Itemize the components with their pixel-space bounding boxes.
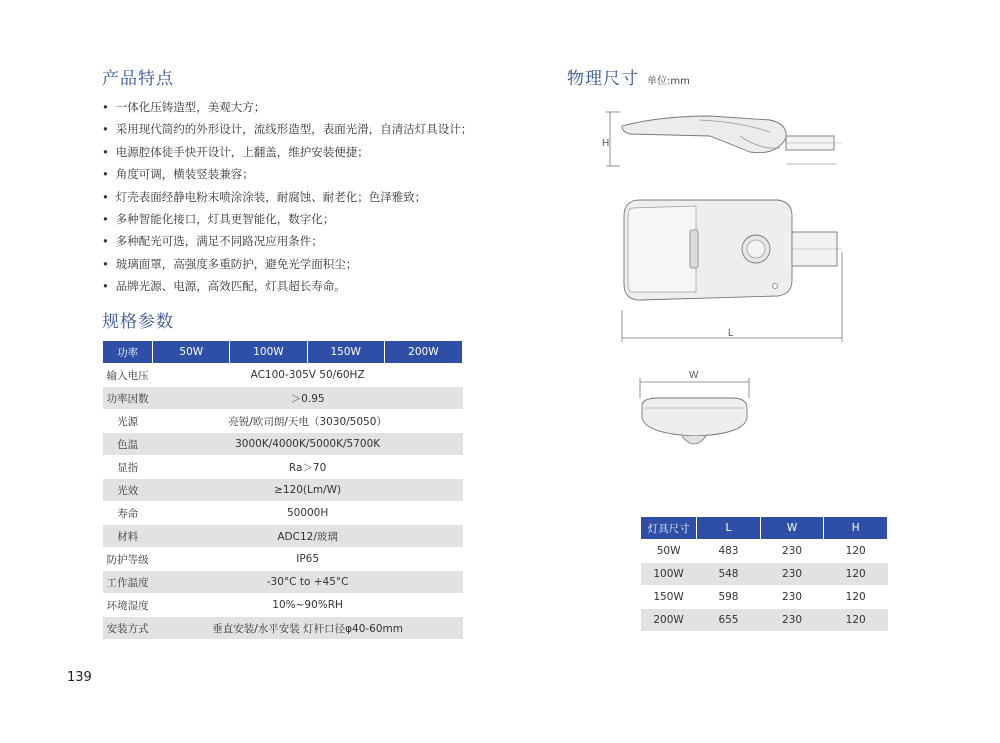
dim-cell: 120 — [824, 609, 888, 632]
spec-label: 寿命 — [103, 502, 153, 525]
spec-label: 色温 — [103, 433, 153, 456]
features-list — [102, 96, 472, 298]
dimensions-header-cell: W — [760, 517, 824, 540]
table-row — [103, 594, 463, 617]
luminaire-side-view — [600, 108, 845, 178]
dim-cell: 230 — [760, 540, 824, 563]
table-row — [641, 586, 888, 609]
spec-label: 安装方式 — [103, 617, 153, 640]
table-row — [103, 479, 463, 502]
spec-label: 光效 — [103, 479, 153, 502]
dim-cell: 598 — [697, 586, 761, 609]
spec-label: 防护等级 — [103, 548, 153, 571]
spec-value: ADC12/玻璃 — [153, 525, 463, 548]
feature-item: • 电源腔体徒手快开设计，上翻盖，维护安装便捷； — [102, 141, 472, 163]
spec-value: Ra＞70 — [153, 456, 463, 479]
dim-cell: 50W — [641, 540, 697, 563]
spec-value: -30°C to +45°C — [153, 571, 463, 594]
spec-value: 10%~90%RH — [153, 594, 463, 617]
dim-cell: 120 — [824, 586, 888, 609]
dim-cell: 655 — [697, 609, 761, 632]
table-row — [103, 387, 463, 410]
specs-header-row — [103, 341, 463, 364]
spec-label: 光源 — [103, 410, 153, 433]
dim-cell: 100W — [641, 563, 697, 586]
width-dimension-label: W — [689, 370, 699, 381]
dim-cell: 548 — [697, 563, 761, 586]
length-dimension-label: L — [728, 328, 734, 339]
table-row — [103, 548, 463, 571]
luminaire-front-view — [632, 368, 757, 458]
spec-label: 输入电压 — [103, 364, 153, 387]
spec-value: ＞0.95 — [153, 387, 463, 410]
page-number: 139 — [67, 670, 92, 685]
feature-item: • 一体化压铸造型，美观大方； — [102, 96, 472, 118]
specs-header-cell: 150W — [307, 341, 384, 364]
features-title: 产品特点 — [102, 69, 174, 89]
table-row — [641, 540, 888, 563]
table-row — [103, 502, 463, 525]
dim-cell: 120 — [824, 540, 888, 563]
specs-header-cell: 功率 — [103, 341, 153, 364]
dimensions-header-cell: L — [697, 517, 761, 540]
dimensions-title — [567, 64, 690, 89]
specs-title: 规格参数 — [102, 312, 174, 332]
dim-cell: 230 — [760, 563, 824, 586]
feature-item: • 灯壳表面经静电粉末喷涂涂装，耐腐蚀、耐老化；色泽雅致； — [102, 186, 472, 208]
feature-item: • 品牌光源、电源，高效匹配，灯具超长寿命。 — [102, 275, 472, 297]
dimensions-header-row — [641, 517, 888, 540]
dim-cell: 150W — [641, 586, 697, 609]
dimensions-header-cell: H — [824, 517, 888, 540]
spec-value: 3000K/4000K/5000K/5700K — [153, 433, 463, 456]
dimensions-unit: 单位:mm — [647, 76, 690, 87]
dim-cell: 483 — [697, 540, 761, 563]
luminaire-top-view — [610, 192, 850, 347]
spec-value: IP65 — [153, 548, 463, 571]
spec-value: 50000H — [153, 502, 463, 525]
spec-value: 亮锐/欧司朗/天电（3030/5050） — [153, 410, 463, 433]
height-dimension-label: H — [602, 138, 610, 149]
table-row — [103, 433, 463, 456]
table-row — [103, 364, 463, 387]
dimensions-table — [640, 516, 888, 631]
dim-cell: 120 — [824, 563, 888, 586]
feature-item: • 多种配光可选，满足不同路况应用条件； — [102, 230, 472, 252]
spec-label: 材料 — [103, 525, 153, 548]
specs-header-cell: 100W — [230, 341, 307, 364]
table-row — [103, 410, 463, 433]
spec-value: ≥120(Lm/W) — [153, 479, 463, 502]
feature-item: • 玻璃面罩，高强度多重防护，避免光学面积尘； — [102, 253, 472, 275]
spec-label: 工作温度 — [103, 571, 153, 594]
dimensions-header-cell: 灯具尺寸 — [641, 517, 697, 540]
table-row — [103, 456, 463, 479]
spec-value: AC100-305V 50/60HZ — [153, 364, 463, 387]
feature-item: • 多种智能化接口，灯具更智能化，数字化； — [102, 208, 472, 230]
specs-header-cell: 50W — [153, 341, 230, 364]
table-row — [103, 571, 463, 594]
spec-label: 环境湿度 — [103, 594, 153, 617]
feature-item: • 角度可调，横装竖装兼容； — [102, 163, 472, 185]
table-row — [103, 525, 463, 548]
feature-item: • 采用现代简约的外形设计，流线形造型，表面光滑，自清洁灯具设计； — [102, 118, 472, 140]
dimensions-title-text: 物理尺寸 — [567, 69, 639, 89]
spec-label: 功率因数 — [103, 387, 153, 410]
table-row — [103, 617, 463, 640]
spec-value: 垂直安装/水平安装 灯杆口径φ40-60mm — [153, 617, 463, 640]
dim-cell: 230 — [760, 609, 824, 632]
specs-header-cell: 200W — [384, 341, 462, 364]
spec-label: 显指 — [103, 456, 153, 479]
table-row — [641, 609, 888, 632]
dim-cell: 230 — [760, 586, 824, 609]
table-row — [641, 563, 888, 586]
specs-table — [102, 340, 463, 639]
dim-cell: 200W — [641, 609, 697, 632]
